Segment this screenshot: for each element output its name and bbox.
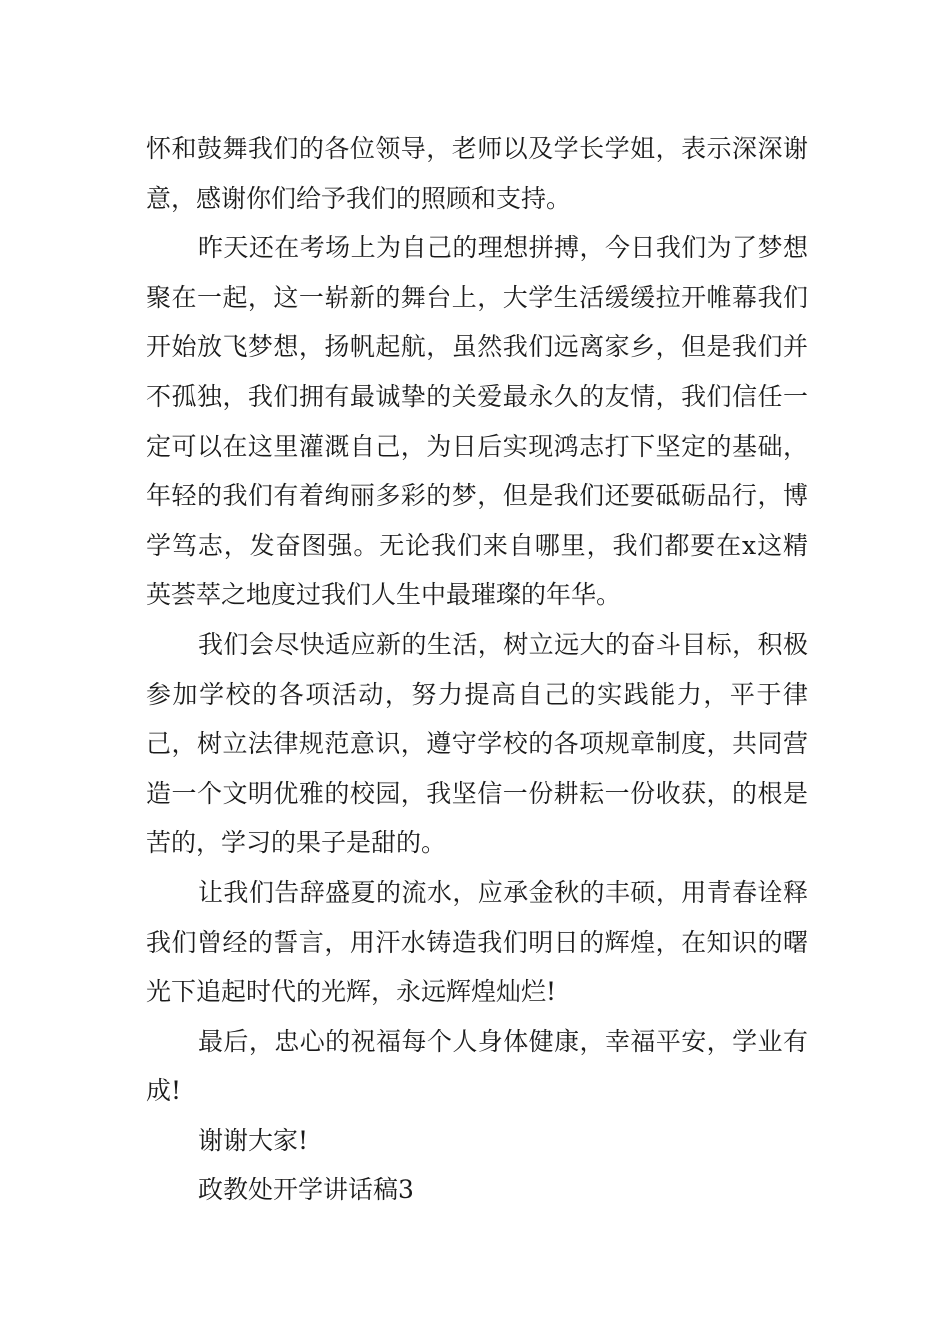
paragraph-3: 我们会尽快适应新的生活，树立远大的奋斗目标，积极参加学校的各项活动，努力提高自己的实践能力，平于律己，树立法律规范意识，遵守学校的各项规章制度，共同营造一个文明优雅的校园，我坚信一份耕耘一份收获，的根是苦的，学习的果子是甜的。: [146, 629, 808, 858]
paragraph-6: 谢谢大家!: [198, 1125, 309, 1155]
paragraph-2: 昨天还在考场上为自己的理想拼搏，今日我们为了梦想聚在一起，这一崭新的舞台上，大学生活缓缓拉开帷幕我们开始放飞梦想，扬帆起航，虽然我们远离家乡，但是我们并不孤独，我们拥有最诚挚的关爱最永久的友情，我们信任一定可以在这里灌溉自己，为日后实现鸿志打下坚定的基础，年轻的我们有着绚丽多彩的梦，但是我们还要砥砺品行，博学笃志，发奋图强。无论我们来自哪里，我们都要在x这精英荟萃之地度过我们人生中最璀璨的年华。: [146, 233, 808, 610]
paragraph-1: 怀和鼓舞我们的各位领导，老师以及学长学姐，表示深深谢意，感谢你们给予我们的照顾和支持。: [146, 134, 808, 213]
paragraph-4: 让我们告辞盛夏的流水，应承金秋的丰硕，用青春诠释我们曾经的誓言，用汗水铸造我们明日的辉煌，在知识的曙光下追起时代的光辉，永远辉煌灿烂!: [146, 877, 808, 1007]
paragraph-5: 最后，忠心的祝福每个人身体健康，幸福平安，学业有成!: [146, 1026, 808, 1106]
document-body: [146, 124, 808, 1215]
section-heading: 政教处开学讲话稿3: [198, 1175, 414, 1205]
